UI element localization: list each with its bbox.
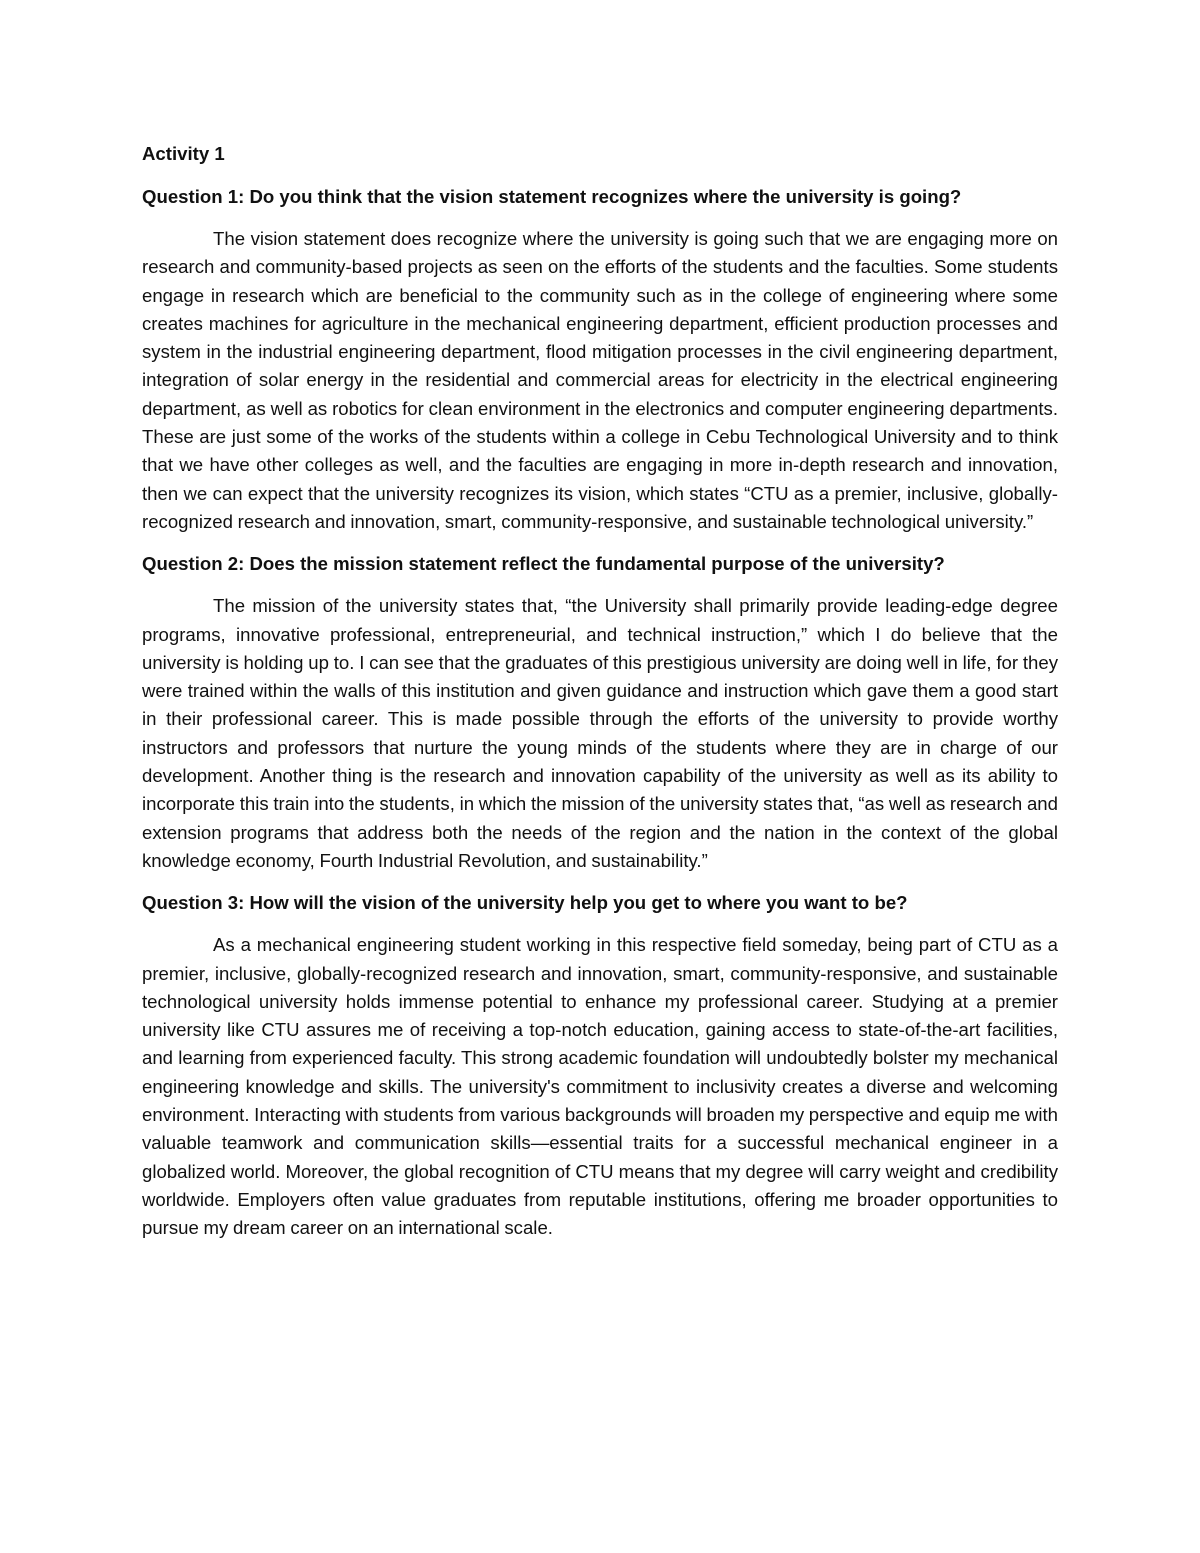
question-3-answer: As a mechanical engineering student working in this respective field someday, being part of CTU as a premier, inclusive, globally-recognized research and innovation, smart, community-responsive, and sustainable technological university holds immense potential to enhance my professional career. Studying at a premier university like CTU assures me of receiving a top-notch education, gaining access to state-of-the-art facilities, and learning from experienced faculty. This strong academic foundation will undoubtedly bolster my mechanical engineering knowledge and skills. The university's commitment to inclusivity creates a diverse and welcoming environment. Interacting with students from various backgrounds will broaden my perspective and equip me with valuable teamwork and communication skills—essential traits for a successful mechanical engineer in a globalized world. Moreover, the global recognition of CTU means that my degree will carry weight and credibility worldwide. Employers often value graduates from reputable institutions, offering me broader opportunities to pursue my dream career on an international scale. — [142, 934, 1058, 1239]
document-title: Activity 1 — [142, 143, 225, 164]
question-1-answer: The vision statement does recognize where the university is going such that we are engaging more on research and community-based projects as seen on the efforts of the students and the faculties. Some students engage in research which are beneficial to the community such as in the college of engineering where some creates machines for agriculture in the mechanical engineering department, efficient production processes and system in the industrial engineering department, flood mitigation processes in the civil engineering department, integration of solar energy in the residential and commercial areas for electricity in the electrical engineering department, as well as robotics for clean environment in the electronics and computer engineering departments. These are just some of the works of the students within a college in Cebu Technological University and to think that we have other colleges as well, and the faculties are engaging in more in-depth research and innovation, then we can expect that the university recognizes its vision, which states “CTU as a premier, inclusive, globally-recognized research and innovation, smart, community-responsive, and sustainable technological university.” — [142, 228, 1058, 532]
question-3-heading: Question 3: How will the vision of the university help you get to where you want to be? — [142, 892, 908, 914]
question-2-heading: Question 2: Does the mission statement reflect the fundamental purpose of the university? — [142, 553, 945, 575]
document-body — [142, 140, 1058, 1243]
question-1-heading: Question 1: Do you think that the vision statement recognizes where the university is going? — [142, 186, 962, 207]
question-2-answer: The mission of the university states that, “the University shall primarily provide leading-edge degree programs, innovative professional, entrepreneurial, and technical instruction,” which I do believe that the university is holding up to. I can see that the graduates of this prestigious university are doing well in life, for they were trained within the walls of this institution and given guidance and instruction which gave them a good start in their professional career. This is made possible through the efforts of the university to provide worthy instructors and professors that nurture the young minds of the students where they are in charge of our development. Another thing is the research and innovation capability of the university as well as its ability to incorporate this train into the students, in which the mission of the university states that, “as well as research and extension programs that address both the needs of the region and the nation in the context of the global knowledge economy, Fourth Industrial Revolution, and sustainability.” — [142, 595, 1058, 871]
